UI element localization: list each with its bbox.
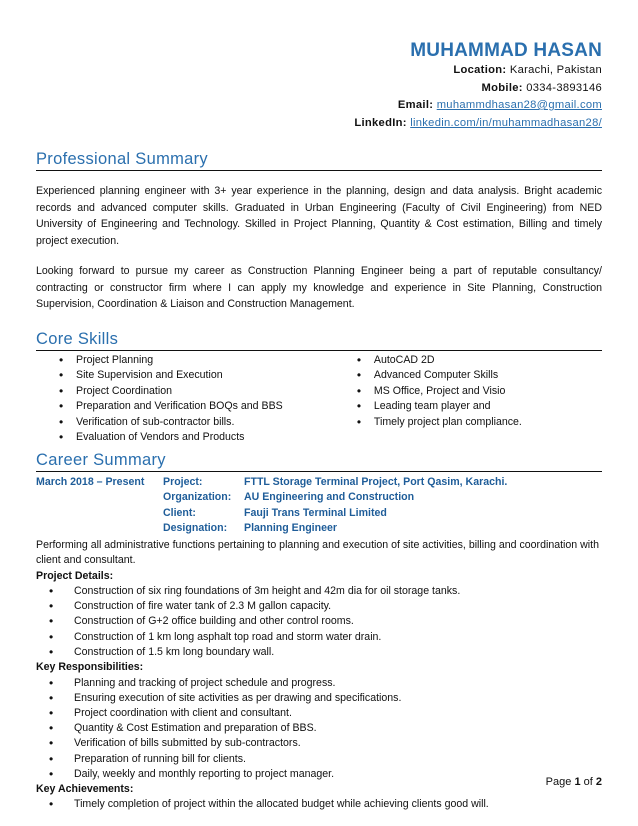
project-details-heading: Project Details: — [36, 569, 114, 582]
core-skills-heading: Core Skills — [36, 329, 602, 351]
job-row-project — [36, 475, 602, 491]
summary-paragraph-2: Looking forward to pursue my career as Construction Planning Engineer being a part of reputable consultancy/ contracting or constructor firm where I can apply my knowledge and experience in Site Planning, Construction Supervision, Coordination & Liaison and Construction Management. — [36, 265, 602, 310]
designation-label: Designation: — [163, 522, 228, 534]
project-details-list — [36, 584, 602, 660]
location-label: Location: — [453, 64, 507, 76]
key-responsibilities-list — [36, 676, 602, 782]
job-header — [36, 475, 602, 537]
location-value: Karachi, Pakistan — [509, 64, 602, 76]
skills-column-left — [36, 353, 334, 446]
linkedin-label: LinkedIn: — [354, 116, 407, 129]
list-item: • Construction of 1.5 km long boundary wall. — [36, 645, 602, 660]
designation-value: Planning Engineer — [244, 522, 338, 534]
job-row-client — [36, 506, 602, 522]
resume-header — [36, 0, 602, 132]
summary-paragraph-1: Experienced planning engineer with 3+ year experience in the planning, design and data analysis. Bright academic records and advanced computer skills. Graduated in Urban Engineering (Faculty of Civil Engineering) from NED University of Engineering and Technology. Skilled in Project Planning, Quantity & Cost estimation, Billing and timely project execution. — [36, 185, 602, 247]
organization-value: AU Engineering and Construction — [244, 491, 415, 503]
email-label: Email: — [397, 99, 434, 111]
job-description: Performing all administrative functions pertaining to planning and execution of site activities, billing and coordination with client and consultant. — [36, 538, 599, 566]
of-word: of — [583, 776, 593, 788]
key-achievements-list — [36, 797, 602, 812]
professional-summary-heading: Professional Summary — [36, 149, 602, 171]
job-date: March 2018 – Present — [36, 475, 145, 488]
skill-item: • Site Supervision and Execution — [36, 368, 334, 384]
page-word: Page — [545, 776, 572, 788]
candidate-name: MUHAMMAD HASAN — [410, 40, 602, 61]
professional-summary-body — [36, 183, 602, 313]
list-item: • Verification of bills submitted by sub-contractors. — [36, 736, 602, 751]
linkedin-link[interactable]: linkedin.com/in/muhammadhasan28/ — [410, 116, 602, 129]
list-item: • Planning and tracking of project schedule and progress. — [36, 676, 602, 691]
skill-item: • Verification of sub-contractor bills. — [36, 415, 334, 431]
email-link[interactable]: muhammdhasan28@gmail.com — [436, 99, 602, 111]
list-item: • Construction of six ring foundations of 3m height and 42m dia for oil storage tanks. — [36, 584, 602, 599]
core-skills-list — [36, 353, 602, 446]
list-item: • Project coordination with client and consultant. — [36, 706, 602, 721]
page-number — [546, 776, 602, 788]
location-line — [36, 62, 602, 80]
key-responsibilities-heading: Key Responsibilities: — [36, 661, 144, 674]
list-item: • Ensuring execution of site activities as per drawing and specifications. — [36, 691, 602, 706]
skill-item: • AutoCAD 2D — [334, 353, 602, 369]
list-item: • Timely completion of project within the allocated budget while achieving clients good will. — [36, 797, 602, 812]
skill-item: • Preparation and Verification BOQs and BBS — [36, 399, 334, 415]
skill-item: • MS Office, Project and Visio — [334, 384, 602, 400]
project-label: Project: — [163, 475, 203, 488]
career-summary-heading: Career Summary — [36, 450, 602, 472]
key-achievements-heading: Key Achievements: — [36, 782, 134, 795]
email-line — [36, 97, 602, 115]
list-item: • Preparation of running bill for clients. — [36, 752, 602, 767]
skills-column-right — [334, 353, 602, 446]
linkedin-line — [36, 115, 602, 133]
page-total: 2 — [595, 776, 602, 788]
skill-item: • Leading team player and — [334, 399, 602, 415]
page-current: 1 — [574, 776, 581, 788]
mobile-value: 0334-3893146 — [526, 81, 602, 94]
organization-label: Organization: — [163, 491, 232, 503]
mobile-line — [36, 80, 602, 98]
skill-item: • Timely project plan compliance. — [334, 415, 602, 431]
job-row-designation — [36, 521, 602, 537]
list-item: • Construction of fire water tank of 2.3 M gallon capacity. — [36, 599, 602, 614]
list-item: • Quantity & Cost Estimation and preparation of BBS. — [36, 721, 602, 736]
skill-item: • Project Planning — [36, 353, 334, 369]
list-item: • Daily, weekly and monthly reporting to project manager. — [36, 767, 602, 782]
list-item: • Construction of G+2 office building and other control rooms. — [36, 614, 602, 629]
client-value: Fauji Trans Terminal Limited — [244, 506, 387, 519]
skill-item: • Project Coordination — [36, 384, 334, 400]
skill-item: • Advanced Computer Skills — [334, 368, 602, 384]
mobile-label: Mobile: — [481, 81, 523, 94]
skill-item: • Evaluation of Vendors and Products — [36, 430, 334, 446]
project-value: FTTL Storage Terminal Project, Port Qasim, Karachi. — [244, 475, 508, 488]
client-label: Client: — [163, 506, 196, 519]
job-row-organization — [36, 490, 602, 506]
list-item: • Construction of 1 km long asphalt top road and storm water drain. — [36, 630, 602, 645]
